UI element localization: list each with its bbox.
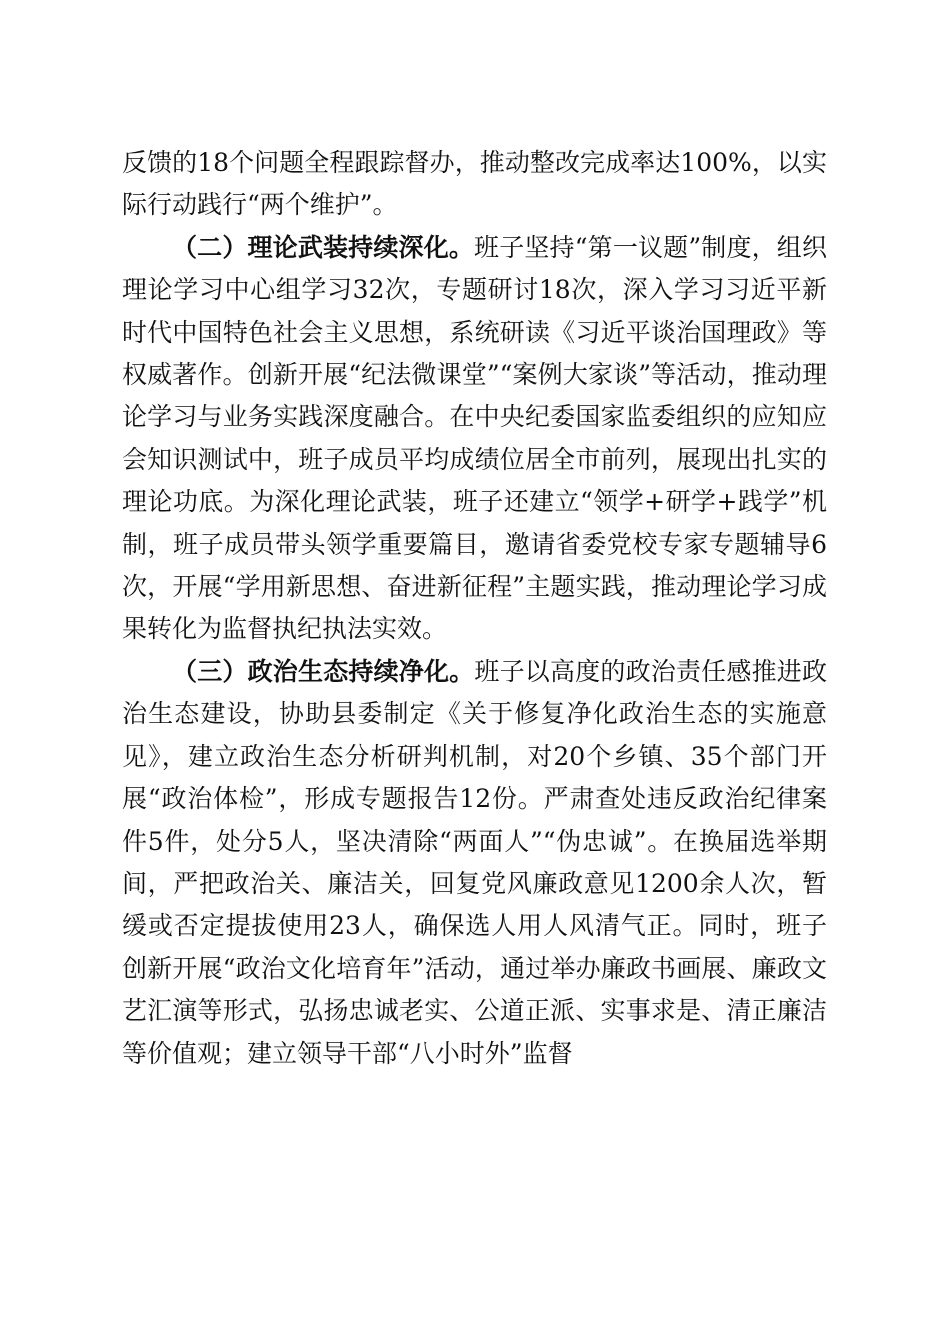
paragraph-section-3 [122,651,827,1075]
section-2-text: 班子坚持“第一议题”制度，组织理论学习中心组学习32次，专题研讨18次，深入学习习近平新时代中国特色社会主义思想，系统研读《习近平谈治国理政》等权威著作。创新开展“纪法微课堂”“案例大家谈”等活动，推动理论学习与业务实践深度融合。在中央纪委国家监委组织的应知应会知识测试中，班子成员平均成绩位居全市前列，展现出扎实的理论功底。为深化理论武装，班子还建立“领学+研学+践学”机制，班子成员带头领学重要篇目，邀请省委党校专家专题辅导6次，开展“学用新思想、奋进新征程”主题实践，推动理论学习成果转化为监督执纪执法实效。 [122,232,827,644]
document-body [122,142,827,1075]
section-2-heading: （二）理论武装持续深化。 [172,232,475,262]
section-3-text: 班子以高度的政治责任感推进政治生态建设，协助县委制定《关于修复净化政治生态的实施意见》，建立政治生态分析研判机制，对20个乡镇、35个部门开展“政治体检”，形成专题报告12份。严肃查处违反政治纪律案件5件，处分5人，坚决清除“两面人”“伪忠诚”。在换届选举期间，严把政治关、廉洁关，回复党风廉政意见1200余人次，暂缓或否定提拔使用23人，确保选人用人风清气正。同时，班子创新开展“政治文化培育年”活动，通过举办廉政书画展、廉政文艺汇演等形式，弘扬忠诚老实、公道正派、实事求是、清正廉洁等价值观；建立领导干部“八小时外”监督 [122,656,827,1068]
paragraph-section-2 [122,227,827,651]
paragraph-1-text: 反馈的18个问题全程跟踪督办，推动整改完成率达100%，以实际行动践行“两个维护”。 [122,148,827,220]
section-3-heading: （三）政治生态持续净化。 [172,656,475,686]
paragraph-continuation [122,142,827,227]
